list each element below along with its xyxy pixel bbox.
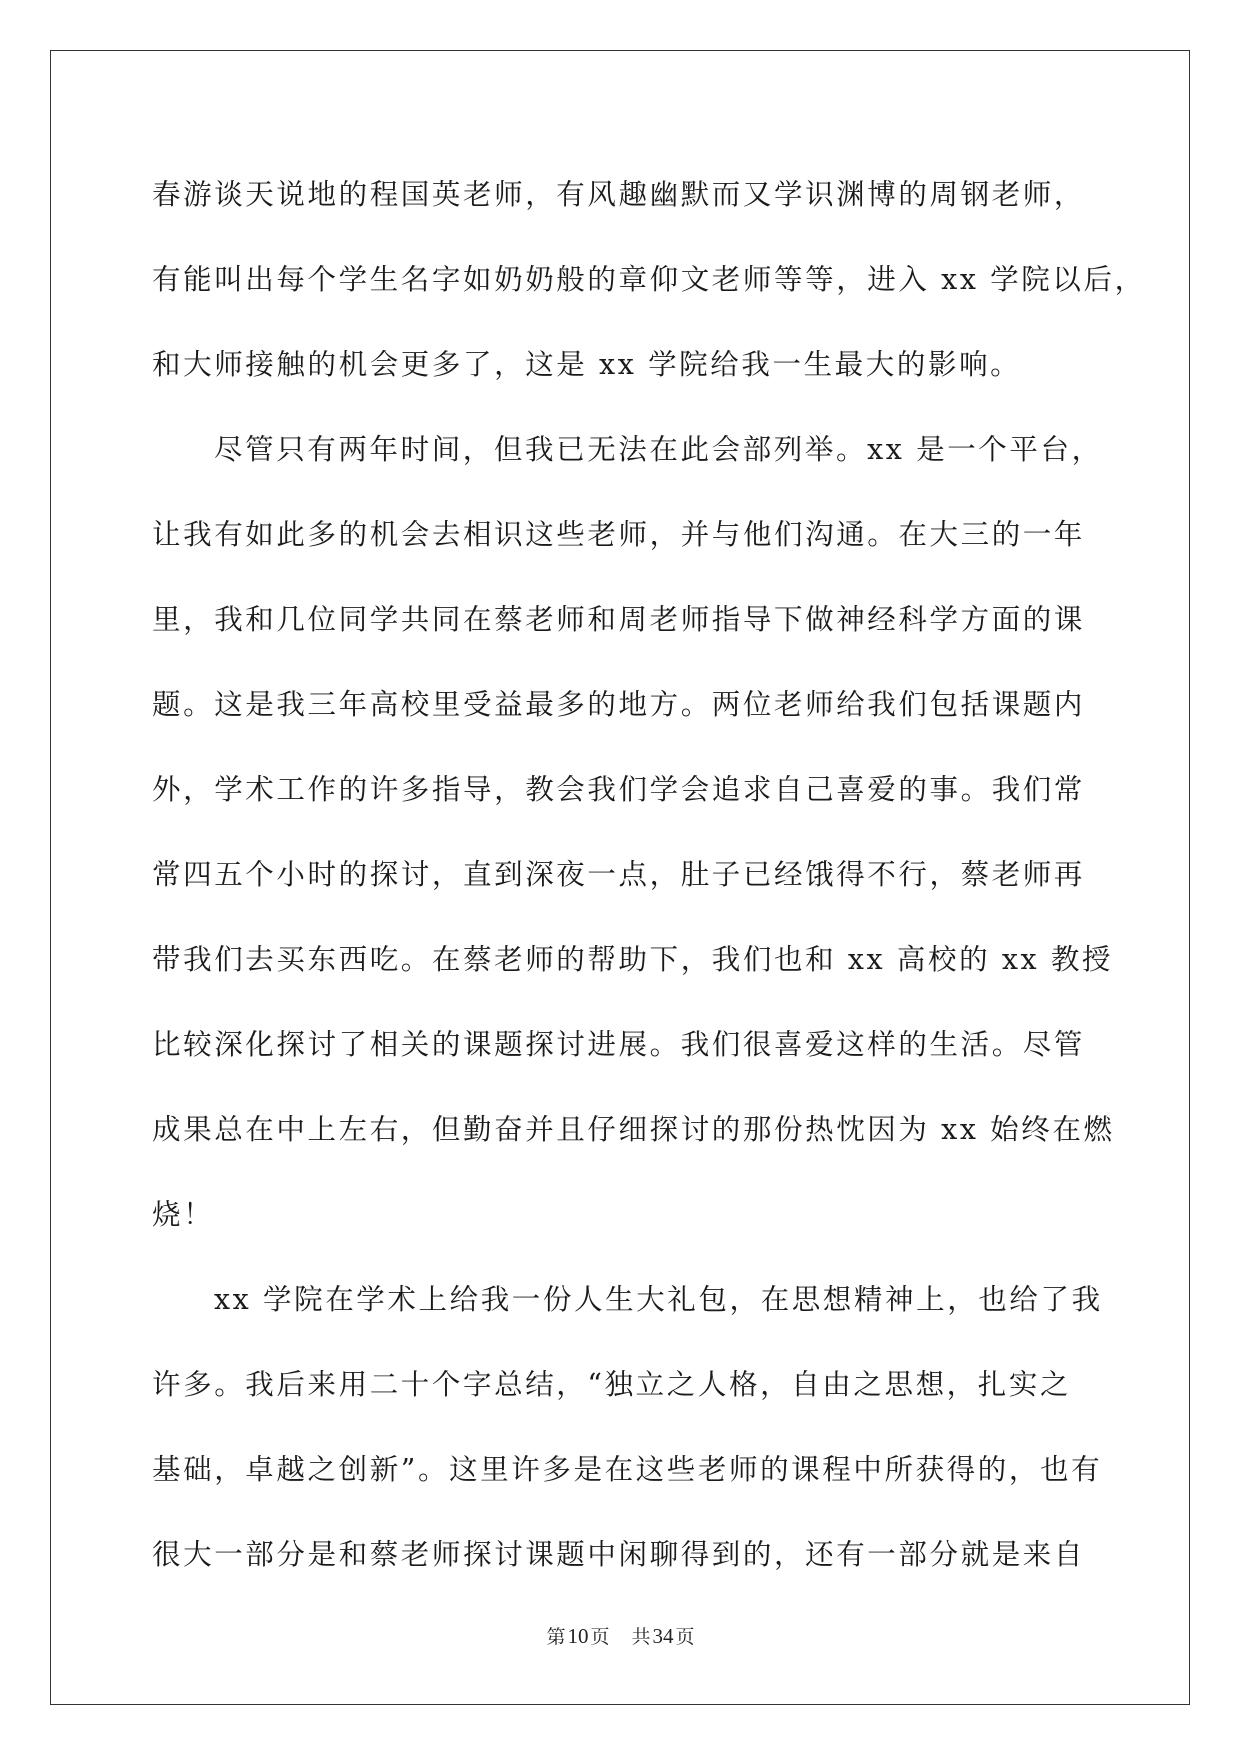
text-line: 让我有如此多的机会去相识这些老师，并与他们沟通。在大三的一年 — [152, 518, 1086, 551]
footer-total-unit: 页 — [675, 1626, 695, 1648]
text-line: 许多。我后来用二十个字总结，“独立之人格，自由之思想，扎实之 — [152, 1368, 1072, 1401]
current-page-number: 10 — [567, 1624, 589, 1648]
text-line: 很大一部分是和蔡老师探讨课题中闲聊得到的，还有一部分就是来自 — [152, 1538, 1086, 1571]
text-line: 和大师接触的机会更多了，这是 xx 学院给我一生最大的影响。 — [152, 348, 1022, 381]
text-line: 题。这是我三年高校里受益最多的地方。两位老师给我们包括课题内 — [152, 688, 1086, 721]
total-pages-number: 34 — [652, 1624, 674, 1648]
text-line: xx 学院在学术上给我一份人生大礼包，在思想精神上，也给了我 — [214, 1283, 1103, 1316]
text-line: 烧！ — [152, 1198, 215, 1231]
text-line: 常四五个小时的探讨，直到深夜一点，肚子已经饿得不行，蔡老师再 — [152, 858, 1086, 891]
text-line: 带我们去买东西吃。在蔡老师的帮助下，我们也和 xx 高校的 xx 教授 — [152, 943, 1114, 976]
text-line: 里，我和几位同学共同在蔡老师和周老师指导下做神经科学方面的课 — [152, 603, 1086, 636]
document-body — [152, 165, 1146, 1610]
text-line: 基础，卓越之创新”。这里许多是在这些老师的课程中所获得的，也有 — [152, 1453, 1103, 1486]
text-line: 成果总在中上左右，但勤奋并且仔细探讨的那份热忱因为 xx 始终在燃 — [152, 1113, 1115, 1146]
footer-total-prefix: 共 — [631, 1626, 651, 1648]
text-line: 外，学术工作的许多指导，教会我们学会追求自己喜爱的事。我们常 — [152, 773, 1086, 806]
footer-page-unit: 页 — [590, 1626, 610, 1648]
text-line: 比较深化探讨了相关的课题探讨进展。我们很喜爱这样的生活。尽管 — [152, 1028, 1086, 1061]
text-line: 尽管只有两年时间，但我已无法在此会部列举。xx 是一个平台， — [214, 433, 1103, 466]
text-line: 有能叫出每个学生名字如奶奶般的章仰文老师等等，进入 xx 学院以后， — [152, 263, 1146, 296]
page-footer — [0, 1622, 1241, 1649]
text-line: 春游谈天说地的程国英老师，有风趣幽默而又学识渊博的周钢老师， — [152, 178, 1086, 211]
footer-prefix: 第 — [546, 1626, 566, 1648]
